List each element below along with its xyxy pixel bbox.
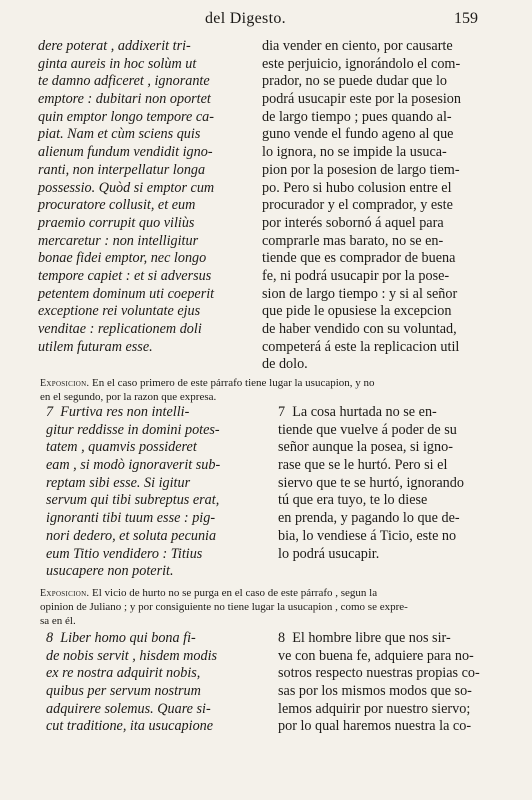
paragraph-number: 7	[46, 404, 54, 420]
running-head: del Digesto.	[205, 10, 286, 27]
latin-text-line: reptam sibi esse. Si igitur	[46, 474, 191, 491]
exposition-text-line: en el segundo, por la razon que expresa.	[40, 391, 217, 403]
spanish-text-line: que pide le opusiese la excepcion	[262, 303, 452, 320]
latin-text-line: venditae : replicationem doli	[38, 321, 202, 337]
spanish-text-line: tiende que es comprador de buena	[262, 250, 456, 267]
spanish-text-line: siervo que te se hurtó, ignorando	[278, 474, 464, 491]
exposition-text-line: opinion de Juliano ; y por consiguiente no tiene lugar la usucapion , como se expre-	[40, 601, 408, 613]
spanish-text-line: lemos adquirir por nuestro siervo;	[278, 700, 471, 717]
paragraph-number: 8	[46, 630, 54, 646]
exposition-text-line: El vicio de hurto no se purga en el caso de este párrafo , segun la	[92, 587, 378, 599]
spanish-text-line: sotros respecto nuestras propias co-	[278, 665, 480, 682]
spanish-text-line: de dolo.	[262, 356, 308, 373]
spanish-text-line: guno vende el fundo ageno al que	[262, 126, 454, 143]
spanish-text-line: El hombre libre que nos sir-	[292, 630, 451, 646]
spanish-text-line: pion por la posesion de largo tiem-	[262, 161, 460, 178]
latin-text-line: de nobis servit , hisdem modis	[46, 647, 218, 664]
latin-text-line: ranti, non interpellatur longa	[38, 161, 206, 178]
latin-text-line: utilem futuram esse.	[38, 338, 153, 355]
latin-text-line: adquirere solemus. Quare si-	[46, 700, 211, 717]
spanish-text-line: ve con buena fe, adquiere para no-	[278, 647, 474, 664]
spanish-text-line: tú que era tuyo, te lo diese	[278, 492, 428, 509]
paragraph-number: 8	[278, 630, 286, 646]
latin-text-line: bonae fidei emptor, nec longo	[38, 250, 207, 267]
latin-column-continuation	[38, 38, 214, 356]
spanish-text-line: fe, ni podrá usucapir por la pose-	[262, 267, 450, 284]
latin-text-line: quin emptor longo tempore ca-	[38, 108, 214, 125]
latin-text-line: alienum fundum vendidit igno-	[38, 144, 213, 161]
latin-text-line: emptore : dubitari non oportet	[38, 91, 211, 108]
latin-text-line: nori dedero, et soluta pecunia	[46, 527, 217, 544]
latin-text-line: usucapere non poterit.	[46, 563, 174, 580]
latin-paragraph-8	[46, 630, 217, 736]
exposition-note-1	[40, 376, 500, 404]
latin-text-line: dere poterat , addixerit tri-	[38, 38, 191, 54]
exposition-text-line: En el caso primero de este párrafo tiene lugar la usucapion, y no	[92, 377, 375, 389]
latin-text-line: exceptione rei voluntate ejus	[38, 303, 201, 320]
exposition-note-2	[40, 586, 500, 628]
latin-paragraph-7	[46, 404, 220, 581]
spanish-paragraph-7-first-line	[278, 404, 464, 422]
page-header	[0, 8, 532, 32]
spanish-paragraph-7	[278, 404, 464, 563]
spanish-column-continuation	[262, 38, 461, 374]
latin-text-line: tempore capiet : et si adversus	[38, 267, 212, 284]
spanish-paragraph-8-first-line	[278, 630, 480, 648]
exposition-text-line: sa en él.	[40, 615, 76, 627]
exposition-label: Exposicion.	[40, 378, 90, 389]
spanish-text-line: sion de largo tiempo : y si al señor	[262, 285, 458, 302]
spanish-text-line: señor aunque la posea, si igno-	[278, 439, 453, 456]
latin-text-line: piat. Nam et cùm sciens quis	[38, 126, 201, 143]
spanish-text-line: dia vender en ciento, por causarte	[262, 38, 453, 54]
paragraph-number: 7	[278, 404, 286, 420]
latin-text-line: mercaretur : non intelligitur	[38, 232, 199, 249]
latin-paragraph-7-first-line	[46, 404, 220, 422]
spanish-text-line: lo podrá usucapir.	[278, 545, 380, 562]
latin-text-line: tatem , quamvis possideret	[46, 439, 197, 456]
spanish-text-line: lo ignora, no se impide la usuca-	[262, 144, 447, 161]
latin-text-line: petentem dominum uti coeperit	[38, 285, 215, 302]
latin-text-line: ignoranti tibi tuum esse : pig-	[46, 510, 216, 527]
spanish-text-line: en prenda, y pagando lo que de-	[278, 510, 460, 527]
spanish-text-line: por interés sobornó á aquel para	[262, 214, 444, 231]
latin-text-line: possessio. Quòd si emptor cum	[38, 179, 215, 196]
spanish-text-line: comprarle mas barato, no se en-	[262, 232, 444, 249]
spanish-text-line: rase que se le hurtó. Pero si el	[278, 457, 448, 474]
latin-text-line: quibus per servum nostrum	[46, 683, 201, 700]
spanish-text-line: bia, lo vendiese á Ticio, este no	[278, 527, 457, 544]
latin-paragraph-8-first-line	[46, 630, 217, 648]
latin-text-line: ginta aureis in hoc solùm ut	[38, 55, 197, 72]
spanish-text-line: procurador y el comprador, y este	[262, 197, 453, 214]
latin-text-line: Furtiva res non intelli-	[60, 404, 190, 420]
latin-text-line: gitur reddisse in domini potes-	[46, 421, 220, 438]
latin-text-line: cut traditione, ita usucapione	[46, 718, 214, 735]
latin-text-line: eum Titio vendidero : Titius	[46, 545, 203, 562]
spanish-paragraph-8	[278, 630, 480, 736]
latin-text-line: servum qui tibi subreptus erat,	[46, 492, 220, 509]
spanish-text-line: de largo tiempo ; pues quando al-	[262, 108, 452, 125]
spanish-text-line: este perjuicio, ignorándolo el com-	[262, 55, 461, 72]
spanish-text-line: tiende que vuelve á poder de su	[278, 421, 457, 438]
spanish-text-line: competerá á este la replicacion util	[262, 338, 460, 355]
page-number: 159	[454, 10, 478, 27]
latin-text-line: praemio corrupit quo viliùs	[38, 214, 195, 231]
latin-text-line: ex re nostra adquirit nobis,	[46, 665, 201, 682]
spanish-text-line: podrá usucapir este por la posesion	[262, 91, 461, 108]
latin-text-line: procuratore collusit, et eum	[38, 197, 196, 214]
latin-text-line: eam , si modò ignoraverit sub-	[46, 457, 221, 474]
exposition-label: Exposicion.	[40, 588, 90, 599]
spanish-text-line: po. Pero si hubo colusion entre el	[262, 179, 452, 196]
spanish-text-line: La cosa hurtada no se en-	[292, 404, 437, 420]
spanish-text-line: sas por los mismos modos que so-	[278, 683, 472, 700]
latin-text-line: Liber homo qui bona fi-	[60, 630, 196, 646]
spanish-text-line: prador, no se puede dudar que lo	[262, 73, 447, 90]
spanish-text-line: de haber vendido con su voluntad,	[262, 321, 457, 337]
latin-text-line: te damno adficeret , ignorante	[38, 73, 210, 90]
spanish-text-line: por lo qual haremos nuestra la co-	[278, 718, 472, 735]
